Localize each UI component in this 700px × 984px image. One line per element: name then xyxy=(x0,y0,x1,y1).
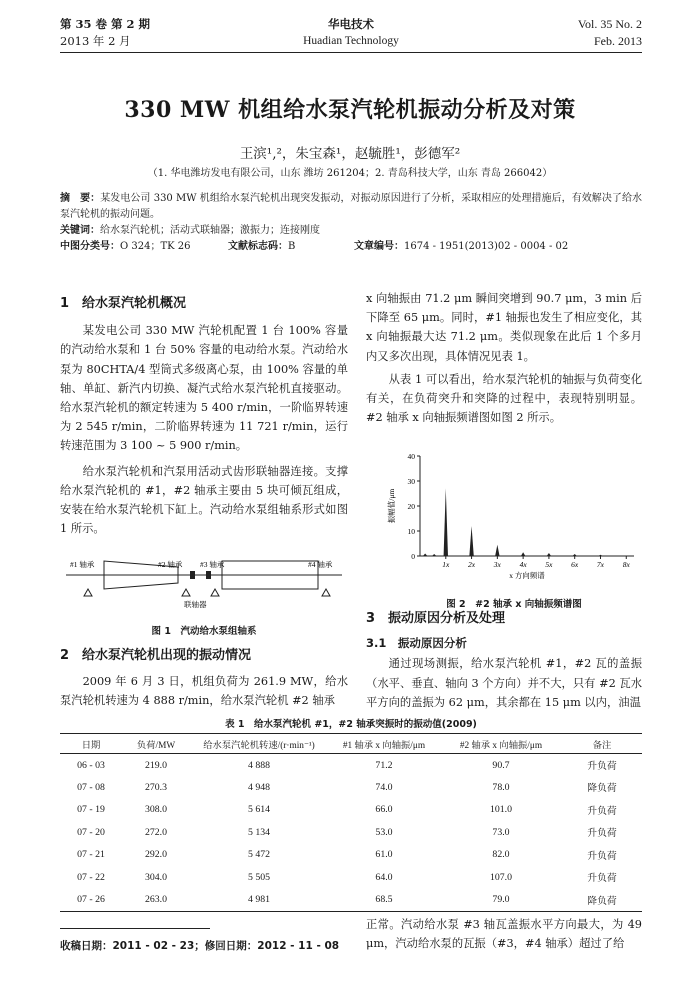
section-3-heading: 3 振动原因分析及处理 xyxy=(366,611,506,626)
classification-row xyxy=(60,239,642,255)
article-no-field xyxy=(354,239,568,255)
volume-issue: 第 35 卷 第 2 期 xyxy=(60,17,151,31)
section-3-1-paragraph-continued: 正常。汽动给水泵 #3 轴瓦盖振水平方向最大，为 49 μm，汽动给水泵的瓦振（#3，#4 轴承）超过了给 xyxy=(366,918,642,950)
y-tick-label: 30 xyxy=(407,477,415,486)
cell-load: 272.0 xyxy=(144,826,168,838)
x-axis-label: x 方向频谱 xyxy=(509,571,545,580)
section-2-paragraph-1: 2009 年 6 月 3 日，机组负荷为 261.9 MW，给水泵汽轮机转速为 4 888 r/min，给水泵汽轮机 #2 轴承 xyxy=(60,675,348,708)
spectrum-peak xyxy=(432,554,436,556)
article-no-label: 文章编号： xyxy=(354,241,404,252)
y-tick-label: 10 xyxy=(407,527,415,536)
cell-bearing2: 78.0 xyxy=(492,781,510,793)
x-tick-label: 6x xyxy=(571,560,579,569)
journal-name-zh: 华电技术 xyxy=(328,17,374,31)
y-tick-label: 0 xyxy=(411,552,415,561)
section-1-paragraph-1: 某发电公司 330 MW 汽轮机配置 1 台 100% 容量的汽动给水泵和 1 台 50% 容量的电动给水泵。汽动给水泵为 80CHTA/4 型筒式多级离心泵，由 100% 容量的单轴、单缸、新汽内切换、凝汽式给水泵汽轮机直接驱动。给水泵汽轮机的额定转速为 5 400 r/min，一阶临界转速为 2 545 r/min，二阶临界转速为 11 721 r/min，运行转速范围为 3 100 ~ 5 900 r/min。 xyxy=(60,324,348,453)
table-row xyxy=(60,821,642,844)
paper-authors: 王滨¹,²，朱宝森¹，赵毓胜¹，彭德军² xyxy=(239,146,461,162)
left-column-lower xyxy=(60,646,348,711)
spectrum-chart xyxy=(384,450,644,590)
x-tick-label: 4x xyxy=(519,560,527,569)
cell-date: 07 - 19 xyxy=(77,804,105,816)
figure-1 xyxy=(60,555,348,635)
bearing-1-label: #1 轴承 xyxy=(70,560,95,569)
cell-date: 06 - 03 xyxy=(77,759,105,771)
cell-bearing2: 90.7 xyxy=(492,759,510,771)
bearing-2-symbol xyxy=(182,589,190,596)
abstract-block xyxy=(60,191,642,255)
x-tick-label: 2x xyxy=(468,560,476,569)
cell-speed: 4 888 xyxy=(247,759,271,771)
col-header-load: 负荷/MW xyxy=(136,740,176,751)
bearing-3-symbol xyxy=(211,589,219,596)
cell-bearing1: 74.0 xyxy=(375,781,393,793)
y-axis-label: 振幅值/μm xyxy=(387,488,396,524)
footnote-rule xyxy=(60,928,210,929)
x-tick-label: 8x xyxy=(622,560,630,569)
spectrum-peak xyxy=(547,553,551,556)
shaft-diagram xyxy=(60,555,348,611)
right-column-section-3 xyxy=(366,609,642,712)
cell-speed: 5 134 xyxy=(247,826,271,838)
clc-label: 中图分类号： xyxy=(60,241,120,252)
table-1-caption: 表 1 给水泵汽轮机 #1，#2 轴承突振时的振动值(2009) xyxy=(225,719,477,730)
journal-name-en: Huadian Technology xyxy=(303,35,399,47)
table-row xyxy=(60,866,642,889)
cell-bearing1: 61.0 xyxy=(375,849,393,861)
bearing-1-symbol xyxy=(84,589,92,596)
figure-1-caption: 图 1 汽动给水泵组轴系 xyxy=(151,626,257,637)
section-2-paragraph-1-continued: x 向轴振由 71.2 μm 瞬间突增到 90.7 μm，3 min 后下降至 65 μm。同时，#1 轴振也发生了相应变化，其 x 向轴振最大达 71.2 μm。类似现象在此后 1 个多月内又多次出现，具体情况见表 1。 xyxy=(366,292,642,363)
cell-bearing2: 101.0 xyxy=(489,804,513,816)
vibration-table xyxy=(60,733,642,912)
section-3-1-paragraph: 通过现场测振，给水泵汽轮机 #1，#2 瓦的盖振（水平、垂直、轴向 3 个方向）并不大，只有 #2 瓦水平方向的盖振为 62 μm，其余都在 15 μm 以内，油温 xyxy=(366,657,642,709)
cell-bearing2: 79.0 xyxy=(492,894,510,905)
table-row xyxy=(60,776,642,799)
cell-remark: 升负荷 xyxy=(587,873,617,885)
volume-issue-en: Vol. 35 No. 2 xyxy=(577,17,642,31)
chart-labels xyxy=(386,452,630,580)
chart-marks xyxy=(423,489,603,557)
bearing-3-label: #3 轴承 xyxy=(200,560,225,569)
cell-remark: 升负荷 xyxy=(587,850,617,862)
cell-load: 219.0 xyxy=(144,759,168,771)
table-row xyxy=(60,799,642,822)
author-affiliations: （1. 华电潍坊发电有限公司，山东 潍坊 261204；2. 青岛科技大学，山东 青岛 266042） xyxy=(147,168,553,179)
received-dates-text: 收稿日期：2011 - 02 - 23；修回日期：2012 - 11 - 08 xyxy=(60,940,340,952)
table-row xyxy=(60,844,642,867)
cell-bearing2: 82.0 xyxy=(492,849,510,861)
cell-speed: 5 614 xyxy=(247,804,271,816)
cell-speed: 5 505 xyxy=(247,871,271,883)
received-dates xyxy=(60,938,339,953)
table-row xyxy=(60,889,642,912)
x-tick-label: 5x xyxy=(545,560,553,569)
doc-code-value: B xyxy=(288,241,296,252)
cell-bearing1: 64.0 xyxy=(375,871,393,883)
table-row xyxy=(60,754,642,777)
abstract-text: 某发电公司 330 MW 机组给水泵汽轮机出现突发振动，对振动原因进行了分析，采取相应的处理措施后，有效解决了给水泵汽轮机的振动问题。 xyxy=(60,193,643,220)
keywords xyxy=(60,223,642,239)
cell-speed: 4 981 xyxy=(247,894,271,905)
col-header-date: 日期 xyxy=(81,740,101,751)
abstract xyxy=(60,191,642,223)
cell-bearing1: 66.0 xyxy=(375,804,393,816)
table-body xyxy=(60,754,642,912)
section-2-paragraph-2: 从表 1 可以看出，给水泵汽轮机的轴振与负荷变化有关，在负荷突升和突降的过程中，表现特别明显。#2 轴承 x 向轴振频谱图如图 2 所示。 xyxy=(366,372,642,425)
col-header-bearing1: #1 轴承 x 向轴振/μm xyxy=(342,740,426,751)
y-tick-label: 40 xyxy=(407,452,415,461)
clc-field xyxy=(60,239,228,255)
cell-load: 292.0 xyxy=(144,849,168,861)
paper-title: 330 MW 机组给水泵汽轮机振动分析及对策 xyxy=(124,97,576,123)
doc-code-field xyxy=(228,239,354,255)
cell-speed: 5 472 xyxy=(247,849,271,861)
table-header-row xyxy=(60,734,642,754)
spectrum-peak xyxy=(598,555,602,556)
section-2-heading: 2 给水泵汽轮机出现的振动情况 xyxy=(60,648,252,663)
cell-load: 308.0 xyxy=(144,804,168,816)
figure-2-caption: 图 2 #2 轴承 x 向轴振频谱图 xyxy=(446,599,582,610)
keywords-label: 关键词： xyxy=(60,225,100,236)
spectrum-peak xyxy=(469,526,473,556)
cell-bearing2: 107.0 xyxy=(489,871,513,883)
doc-code-label: 文献标志码： xyxy=(228,241,288,252)
cell-bearing1: 71.2 xyxy=(375,759,393,771)
right-column-footer xyxy=(366,915,642,953)
bearing-4-label: #4 轴承 xyxy=(308,560,333,569)
spectrum-peak xyxy=(495,545,499,556)
cell-remark: 升负荷 xyxy=(587,805,617,817)
cell-speed: 4 948 xyxy=(247,781,271,793)
cell-remark: 降负荷 xyxy=(587,783,617,795)
coupling-mark-right xyxy=(206,571,211,579)
x-tick-label: 1x xyxy=(442,560,450,569)
publication-date-en: Feb. 2013 xyxy=(594,34,642,48)
journal-name xyxy=(60,16,642,50)
spectrum-peak xyxy=(444,489,448,557)
cell-date: 07 - 21 xyxy=(77,849,105,861)
cell-load: 304.0 xyxy=(144,871,168,883)
publication-date: 2013 年 2 月 xyxy=(60,34,131,48)
spectrum-peak xyxy=(521,552,525,556)
cell-load: 270.3 xyxy=(144,781,168,793)
left-column xyxy=(60,294,348,538)
table-1 xyxy=(60,716,642,912)
section-1-paragraph-2: 给水泵汽轮机和汽泵用活动式齿形联轴器连接。支撑给水泵汽轮机的 #1，#2 轴承主要由 5 块可倾瓦组成，安装在给水泵汽轮机下缸上。汽动给水泵组轴系形式如图 1 所示。 xyxy=(60,464,348,536)
cell-bearing1: 53.0 xyxy=(375,826,393,838)
x-tick-label: 3x xyxy=(493,560,501,569)
keywords-text: 给水泵汽轮机；活动式联轴器；激振力；连接刚度 xyxy=(100,225,320,236)
cell-bearing1: 68.5 xyxy=(375,894,393,905)
journal-volume-en xyxy=(578,16,642,50)
figure-2 xyxy=(384,450,644,610)
cell-date: 07 - 22 xyxy=(77,871,105,883)
col-header-bearing2: #2 轴承 x 向轴振/μm xyxy=(459,740,543,751)
bearing-4-symbol xyxy=(322,589,330,596)
cell-remark: 降负荷 xyxy=(587,895,617,907)
spectrum-peak xyxy=(423,554,427,557)
cell-date: 07 - 08 xyxy=(77,781,105,793)
header-rule xyxy=(60,52,642,53)
cell-remark: 升负荷 xyxy=(587,828,617,840)
cell-load: 263.0 xyxy=(144,894,168,905)
x-tick-label: 7x xyxy=(596,560,605,569)
cell-bearing2: 73.0 xyxy=(492,826,510,838)
article-no-value: 1674 - 1951(2013)02 - 0004 - 02 xyxy=(404,241,569,252)
section-1-heading: 1 给水泵汽轮机概况 xyxy=(60,296,187,311)
bearing-2-label: #2 轴承 xyxy=(158,560,183,569)
cell-date: 07 - 20 xyxy=(77,826,105,838)
right-column xyxy=(366,289,642,427)
col-header-remark: 备注 xyxy=(592,740,612,751)
chart-axes xyxy=(417,456,634,559)
coupling-mark-left xyxy=(190,571,195,579)
y-tick-label: 20 xyxy=(407,502,415,511)
clc-value: O 324；TK 26 xyxy=(120,241,191,252)
abstract-label: 摘 要： xyxy=(60,193,101,204)
col-header-speed: 给水泵汽轮机转速/(r·min⁻¹) xyxy=(203,740,315,751)
cell-remark: 升负荷 xyxy=(587,761,617,772)
cell-date: 07 - 26 xyxy=(77,894,105,905)
coupling-label: 联轴器 xyxy=(184,600,207,609)
section-3-1-heading: 3.1 振动原因分析 xyxy=(366,636,467,651)
spectrum-peak xyxy=(572,554,576,556)
